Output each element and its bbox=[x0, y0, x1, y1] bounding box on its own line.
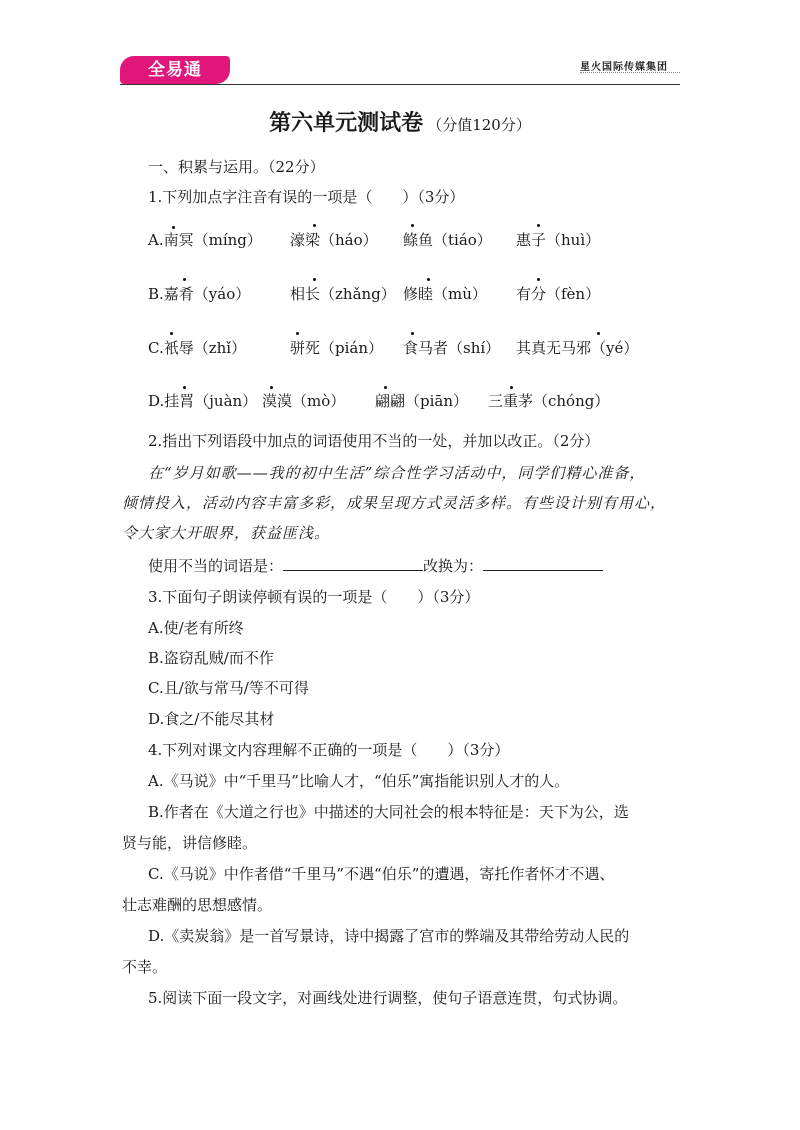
emphasis-dot bbox=[172, 226, 175, 229]
q2-stem: 2.指出下列语段中加点的词语使用不当的一处，并加以改正。（2分） bbox=[148, 432, 600, 450]
q3-stem: 3.下面句子朗读停顿有误的一项是（ ）（3分） bbox=[148, 588, 480, 606]
q2-answer-label: 使用不当的词语是： bbox=[148, 557, 284, 575]
q4-line: A.《马说》中“千里马”比喻人才，“伯乐”寓指能识别人才的人。 bbox=[148, 772, 570, 790]
q1-stem: 1.下列加点字注音有误的一项是（ ）（3分） bbox=[148, 188, 465, 206]
q1-a-1: A.南冥（míng） bbox=[148, 231, 262, 249]
q2-passage-line: 在“岁月如歌——我的初中生活”综合性学习活动中，同学们精心准备， bbox=[148, 464, 646, 482]
q2-passage-line: 令大家大开眼界，获益匪浅。 bbox=[122, 524, 331, 542]
q3-option-d: D.食之/不能尽其材 bbox=[148, 710, 275, 728]
q1-b-1: B.嘉肴（yáo） bbox=[148, 285, 251, 303]
q4-line: B.作者在《大道之行也》中描述的大同社会的根本特征是：天下为公，选 bbox=[148, 803, 629, 821]
emphasis-dot bbox=[537, 224, 540, 227]
emphasis-dot bbox=[313, 224, 316, 227]
emphasis-dot bbox=[384, 386, 387, 389]
q1-c-4: 其真无马邪（yé） bbox=[516, 339, 639, 357]
brand-logo: 全易通 bbox=[120, 56, 230, 84]
q4-line: 壮志难酬的思想感情。 bbox=[122, 896, 273, 914]
emphasis-dot bbox=[183, 278, 186, 281]
q1-a-2: 濠梁（háo） bbox=[290, 231, 378, 249]
emphasis-dot bbox=[510, 386, 513, 389]
emphasis-dot bbox=[597, 332, 600, 335]
q3-option-a: A.使/老有所终 bbox=[148, 619, 244, 637]
answer-blank[interactable] bbox=[283, 556, 423, 571]
q1-b-3: 修睦（mù） bbox=[403, 285, 487, 303]
emphasis-dot bbox=[427, 278, 430, 281]
q1-c-3: 食马者（shí） bbox=[403, 339, 501, 357]
q3-option-b: B.盗窃乱贼/而不作 bbox=[148, 649, 274, 667]
emphasis-dot bbox=[313, 278, 316, 281]
q4-line: C.《马说》中作者借“千里马”不遇“伯乐”的遭遇，寄托作者怀才不遇、 bbox=[148, 865, 615, 883]
title-main: 第六单元测试卷 bbox=[269, 111, 424, 136]
q1-b-4: 有分（fèn） bbox=[516, 285, 601, 303]
q1-a-3: 鲦鱼（tiáo） bbox=[403, 231, 492, 249]
q1-d-2: 漠漠（mò） bbox=[262, 392, 346, 410]
page-title bbox=[0, 106, 800, 137]
q5-stem: 5.阅读下面一段文字，对画线处进行调整，使句子语意连贯，句式协调。 bbox=[148, 989, 628, 1007]
emphasis-dot bbox=[296, 332, 299, 335]
emphasis-dot bbox=[411, 224, 414, 227]
emphasis-dot bbox=[183, 386, 186, 389]
q1-b-2: 相长（zhǎng） bbox=[290, 285, 396, 303]
title-score: （分值120分） bbox=[427, 116, 531, 134]
emphasis-dot bbox=[270, 386, 273, 389]
section-heading: 一、积累与运用。（22分） bbox=[148, 158, 325, 176]
q4-line: D.《卖炭翁》是一首写景诗，诗中揭露了宫市的弊端及其带给劳动人民的 bbox=[148, 927, 630, 945]
q1-c-2: 骈死（pián） bbox=[290, 339, 384, 357]
emphasis-dot bbox=[170, 332, 173, 335]
publisher-name: 星火国际传媒集团 bbox=[580, 62, 668, 73]
q1-a-4: 惠子（huì） bbox=[516, 231, 601, 249]
publisher-underline bbox=[580, 72, 680, 77]
emphasis-dot bbox=[411, 332, 414, 335]
q4-line: 不幸。 bbox=[122, 958, 168, 976]
emphasis-dot bbox=[537, 278, 540, 281]
q4-stem: 4.下列对课文内容理解不正确的一项是（ ）（3分） bbox=[148, 741, 510, 759]
q2-answer-row bbox=[148, 555, 603, 576]
q4-line: 贤与能，讲信修睦。 bbox=[122, 834, 258, 852]
q2-change-label: 改换为： bbox=[423, 557, 484, 575]
q3-option-c: C.且/欲与常马/等不可得 bbox=[148, 679, 309, 697]
q1-d-1: D.挂罥（juàn） bbox=[148, 392, 258, 410]
change-blank[interactable] bbox=[483, 556, 603, 571]
q1-d-3: 翩翩（piān） bbox=[375, 392, 469, 410]
header-divider bbox=[120, 84, 680, 85]
q2-passage-line: 倾情投入，活动内容丰富多彩，成果呈现方式灵活多样。有些设计别有用心， bbox=[122, 494, 667, 512]
q1-d-4: 三重茅（chóng） bbox=[488, 392, 610, 410]
q1-c-1: C.衹辱（zhǐ） bbox=[148, 339, 247, 357]
